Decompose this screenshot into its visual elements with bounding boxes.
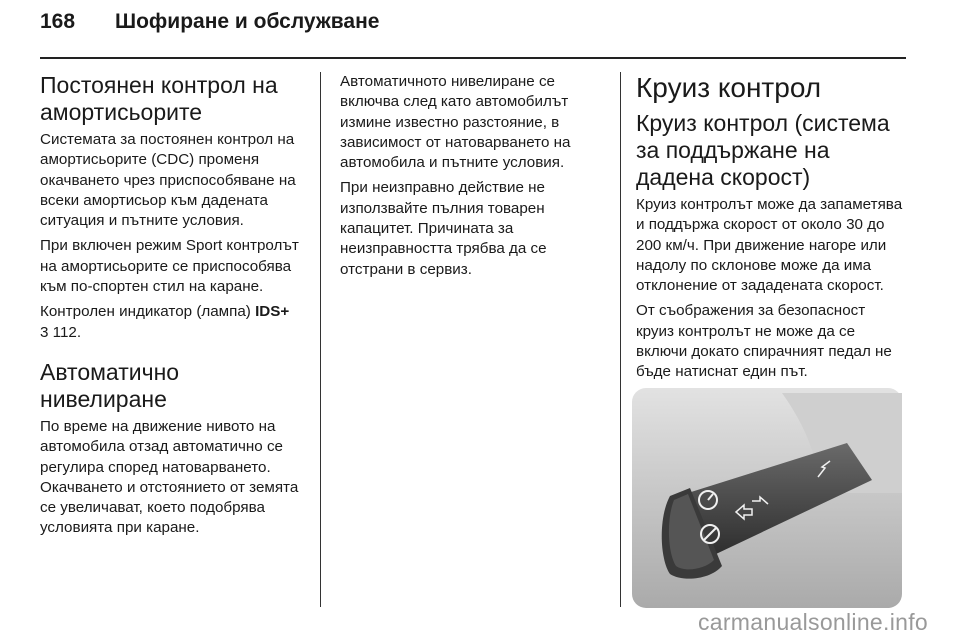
watermark: carmanualsonline.info (697, 609, 928, 635)
column-2 (340, 72, 610, 285)
column-1 (40, 72, 310, 544)
column-3 (636, 72, 906, 388)
page-number: 168 (40, 10, 76, 33)
paragraph: Круиз контролът може да запаметява и поддържа скорост от около 30 до 200 км/ч. При движение нагоре или надолу по склонове може да има отклонение от зададената скорост. (636, 196, 903, 295)
subsection-heading-cruise: Круиз контрол (система за поддържане на дадена скорост) (636, 110, 890, 190)
section-heading-leveling: Автоматично нивелиране (40, 358, 180, 412)
cruise-control-lever-illustration (632, 388, 902, 608)
page-header (40, 10, 379, 34)
chapter-title: Шофиране и обслужване (115, 10, 380, 33)
section-heading-cdc: Постоянен контрол на амортисьорите (40, 72, 278, 125)
paragraph: Системата за постоянен контрол на амортисьорите (CDC) променя окачването чрез приспособяване на всеки амортисьор към дадената ситуация и пътните условия. (40, 131, 296, 230)
paragraph-text: Контролен индикатор (лампа) (40, 303, 256, 321)
ids-reference: IDS+ (255, 303, 290, 321)
header-rule (40, 57, 906, 59)
paragraph: При включен режим Sport контролът на амортисьорите се приспособява към по-спортен стил на каране. (40, 237, 299, 296)
paragraph (40, 302, 310, 343)
section-heading-cruise: Круиз контрол (636, 72, 822, 103)
column-divider (320, 72, 321, 607)
paragraph: При неизправно действие не използвайте пълния товарен капацитет. Причината за неизправността трябва да се отстрани в сервиз. (340, 179, 547, 278)
column-divider (620, 72, 621, 607)
paragraph: От съображения за безопасност круиз контролът не може да се включи докато спирачният педал не бъде натиснат един път. (636, 302, 892, 381)
page-reference: 3 112. (40, 323, 82, 341)
paragraph: Автоматичното нивелиране се включва след като автомобилът измине известно разстояние, в зависимост от натоварването на автомобила и пътните условия. (340, 73, 571, 172)
paragraph: По време на движение нивото на автомобила отзад автоматично се регулира според натоварването. Окачването и отстоянието от земята се увеличават, което подобрява условията при каране. (40, 417, 299, 537)
